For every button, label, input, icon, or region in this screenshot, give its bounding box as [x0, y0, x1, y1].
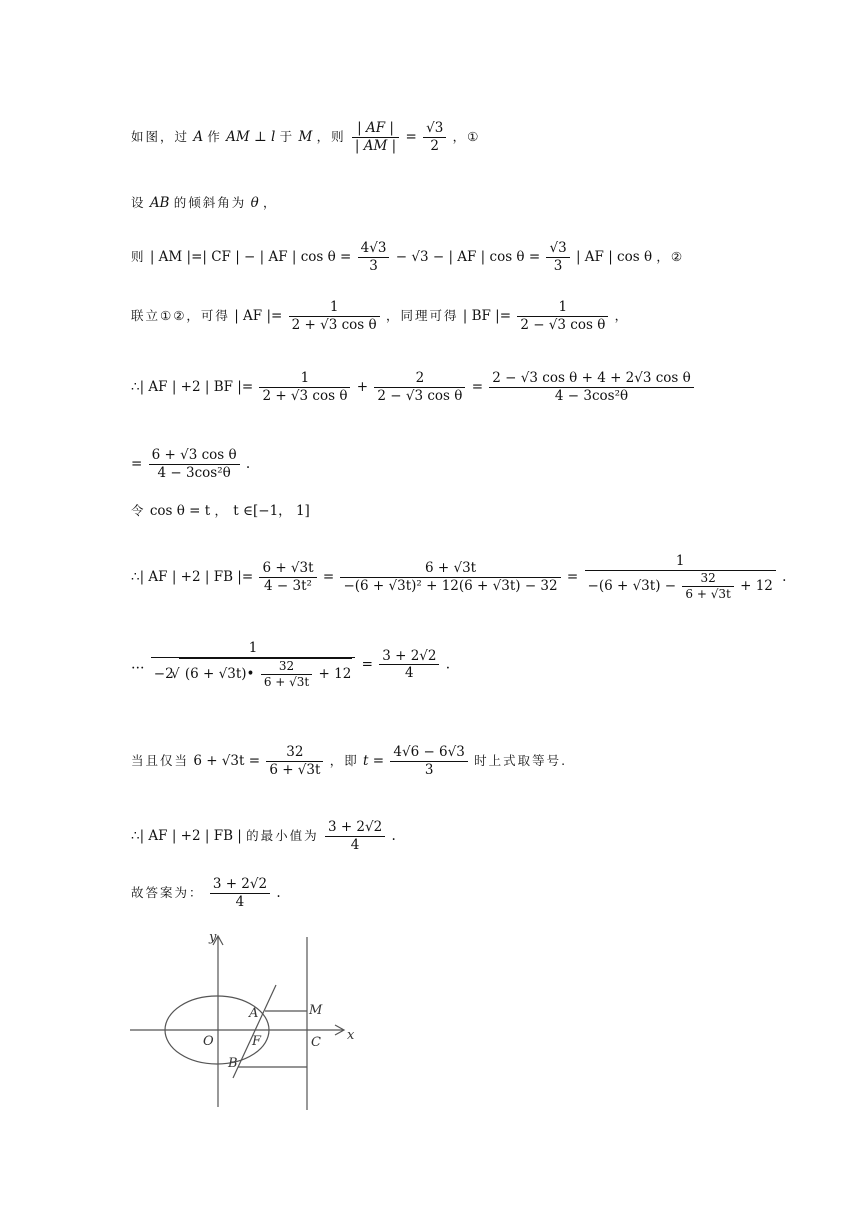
label-o: O: [203, 1034, 214, 1049]
fraction: $\frac{3 + 2√2}{4}$: [210, 876, 270, 911]
line-1: 如图，过 A 作 AM ⊥ l 于 M ，则 $\frac{| AF |}{| AM |}$ = $\frac{√3}{2}$ ，①: [131, 120, 481, 154]
ellipse-diagram: [125, 925, 365, 1115]
label-c: C: [311, 1035, 321, 1050]
fraction: $\frac{32}{6 + √3t}$: [682, 571, 733, 602]
label-b: B: [228, 1056, 238, 1071]
label-f: F: [252, 1034, 262, 1049]
line-2: 设 AB 的倾斜角为 θ ，: [131, 195, 278, 211]
fraction: $\frac{1}{\text{2 − √3 cos θ}}$: [517, 299, 608, 334]
line-10: 当且仅当 6 + √3t = $\frac{32}{6 + √3t}$ ，即 t = $\frac{4√6 - 6√3}{3}$ 时上式取等号.: [131, 744, 568, 778]
fraction: 1 −2 √ (6 + √3t)• $\frac{32}{6 + √3t}$ + 12: [151, 640, 356, 690]
radical: √ (6 + √3t)• $\frac{32}{6 + √3t}$ + 12: [179, 658, 352, 690]
line-11: ∴| AF | +2 | FB | 的最小值为 $\frac{3 + 2√2}{4}$ .: [131, 819, 396, 853]
fraction: $\frac{3 + 2√2}{4}$: [325, 819, 385, 854]
fraction: $\frac{1}{\text{2 + √3 cos θ}}$: [289, 299, 380, 334]
fraction: $\frac{\text{6 + √3 cos θ}}{\text{4 − 3cos²θ}}$: [149, 447, 240, 482]
fraction: 1 −(6 + √3t) − $\frac{32}{6 + √3t}$ + 12: [585, 553, 776, 602]
fraction: $\frac{3 + 2√2}{4}$: [379, 648, 439, 683]
line-6: = $\frac{\text{6 + √3 cos θ}}{\text{4 − 3cos²θ}}$ .: [131, 447, 251, 481]
fraction: $\frac{4√3}{3}$: [358, 240, 390, 275]
fraction: $\frac{\text{2 − √3 cos θ + 4 + 2√3 cos θ}}{\text{4 − 3cos²θ}}$: [489, 370, 694, 405]
fraction: $\frac{4√6 - 6√3}{3}$: [390, 744, 467, 779]
label-y: y: [209, 930, 217, 945]
line-12: 故答案为： $\frac{3 + 2√2}{4}$ .: [131, 876, 281, 910]
line-9: … 1 −2 √ (6 + √3t)• $\frac{32}{6 + √3t}$ + 12 = $\frac{3 + 2√2}{4}$ .: [131, 640, 450, 690]
line-7: 令 cos θ = t ， t ∈[−1， 1]: [131, 503, 310, 519]
fraction: $\frac{√3}{3}$: [546, 240, 569, 275]
fraction: $\frac{6 + √3t}{\text{−(6 + √3t)² + 12(6 + √3t) − 32}}$: [340, 560, 560, 595]
label-a: A: [249, 1006, 259, 1021]
fraction: $\frac{32}{6 + √3t}$: [266, 744, 323, 779]
fraction: $\frac{32}{6 + √3t}$: [261, 659, 312, 690]
fraction: $\frac{6 + √3t}{\text{4 − 3t²}}$: [259, 560, 316, 595]
line-5: ∴| AF | +2 | BF |= $\frac{1}{\text{2 + √3 cos θ}}$ + $\frac{2}{\text{2 − √3 cos θ}}$ = $\frac{\text{2 − √3 cos θ + 4 + 2√3 cos θ}}{\text{4 − 3cos²θ}}$: [131, 370, 696, 405]
line-4: 联立①②，可得 | AF |= $\frac{1}{\text{2 + √3 cos θ}}$ ，同理可得 | BF |= $\frac{1}{\text{2 − √3 cos θ}}$ ，: [131, 299, 630, 333]
fraction: $\frac{1}{\text{2 + √3 cos θ}}$: [259, 370, 350, 405]
fraction: $\frac{2}{\text{2 − √3 cos θ}}$: [374, 370, 465, 405]
label-m: M: [309, 1003, 323, 1018]
line-8: ∴| AF | +2 | FB |= $\frac{6 + √3t}{\text{4 − 3t²}}$ = $\frac{6 + √3t}{\text{−(6 + √3t)² + 12(6 + √3t) − 32}}$ = 1 −(6 + √3t) − $\frac{32}{6 + √3t}$ + 12 .: [131, 553, 787, 601]
label-x: x: [347, 1028, 355, 1043]
fraction: $\frac{√3}{2}$: [423, 120, 446, 155]
line-3: 则 | AM |=| CF | − | AF | cos θ = $\frac{4√3}{3}$ − √3 − | AF | cos θ = $\frac{√3}{3}$ | AF | cos θ ，②: [131, 240, 685, 274]
fraction: $\frac{| AF |}{| AM |}$: [352, 120, 399, 155]
